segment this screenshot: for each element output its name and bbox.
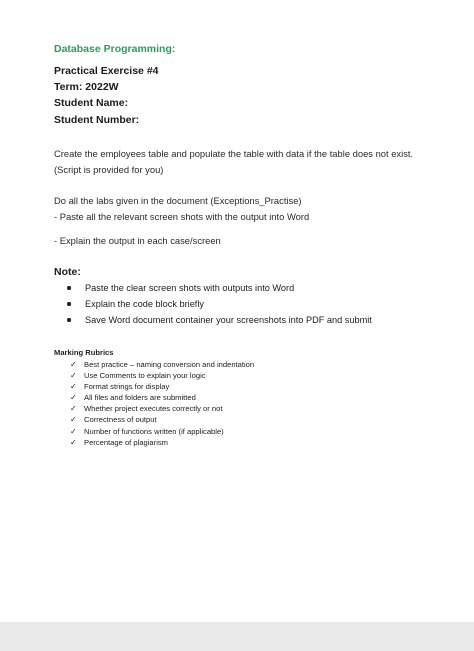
rubric-item-text: Format strings for display (84, 382, 170, 392)
note-list (54, 280, 372, 328)
rubric-item (54, 392, 254, 403)
checkmark-icon: ✓ (70, 393, 77, 403)
checkmark-icon: ✓ (70, 415, 77, 425)
student-number-label: Student Number: (54, 114, 140, 126)
rubric-item-text: Use Comments to explain your logic (84, 371, 206, 381)
rubric-item (54, 403, 254, 414)
checkmark-icon: ✓ (70, 426, 77, 436)
note-item (54, 280, 372, 296)
checkmark-icon: ✓ (70, 382, 77, 392)
rubric-item (54, 381, 254, 392)
checkmark-icon: ✓ (70, 360, 77, 369)
rubric-item-text: Percentage of plagiarism (84, 437, 168, 447)
course-title: Database Programming: (54, 43, 176, 55)
rubric-item-text: Whether project executes correctly or not (84, 404, 223, 414)
instruction-line-2: (Script is provided for you) (54, 164, 164, 175)
rubric-item (54, 414, 254, 425)
rubric-item-text: Number of functions written (if applicable) (84, 426, 224, 436)
rubric-item-text: All files and folders are submitted (84, 393, 196, 403)
note-item (54, 312, 372, 328)
bullet-icon (67, 318, 71, 322)
rubric-item (54, 437, 254, 448)
bullet-icon (67, 302, 71, 306)
note-item (54, 296, 372, 312)
checkmark-icon: ✓ (70, 371, 77, 381)
rubric-item-text: Correctness of output (84, 415, 157, 425)
checkmark-icon: ✓ (70, 437, 77, 447)
term-label: Term: 2022W (54, 81, 119, 93)
bullet-icon (67, 286, 71, 290)
instruction-line-1: Create the employees table and populate the table with data if the table does not exist. (54, 148, 414, 159)
student-name-label: Student Name: (54, 97, 129, 109)
note-item-text: Explain the code block briefly (85, 299, 204, 309)
instruction-line-3: Do all the labs given in the document (Exceptions_Practise) (54, 195, 302, 206)
rubric-item-text: Best practice – naming conversion and indentation (84, 360, 255, 369)
rubric-item (54, 426, 254, 437)
rubrics-list (54, 359, 254, 448)
exercise-label: Practical Exercise #4 (54, 65, 159, 77)
note-heading: Note: (54, 266, 81, 278)
note-item-text: Save Word document container your screenshots into PDF and submit (85, 315, 372, 325)
instruction-line-5: - Explain the output in each case/screen (54, 235, 221, 246)
instruction-line-4: - Paste all the relevant screen shots with the output into Word (54, 211, 310, 222)
rubric-item (54, 359, 254, 370)
rubrics-heading: Marking Rubrics (54, 348, 114, 357)
note-item-text: Paste the clear screen shots with outputs into Word (85, 283, 295, 293)
checkmark-icon: ✓ (70, 404, 77, 414)
rubric-item (54, 370, 254, 381)
